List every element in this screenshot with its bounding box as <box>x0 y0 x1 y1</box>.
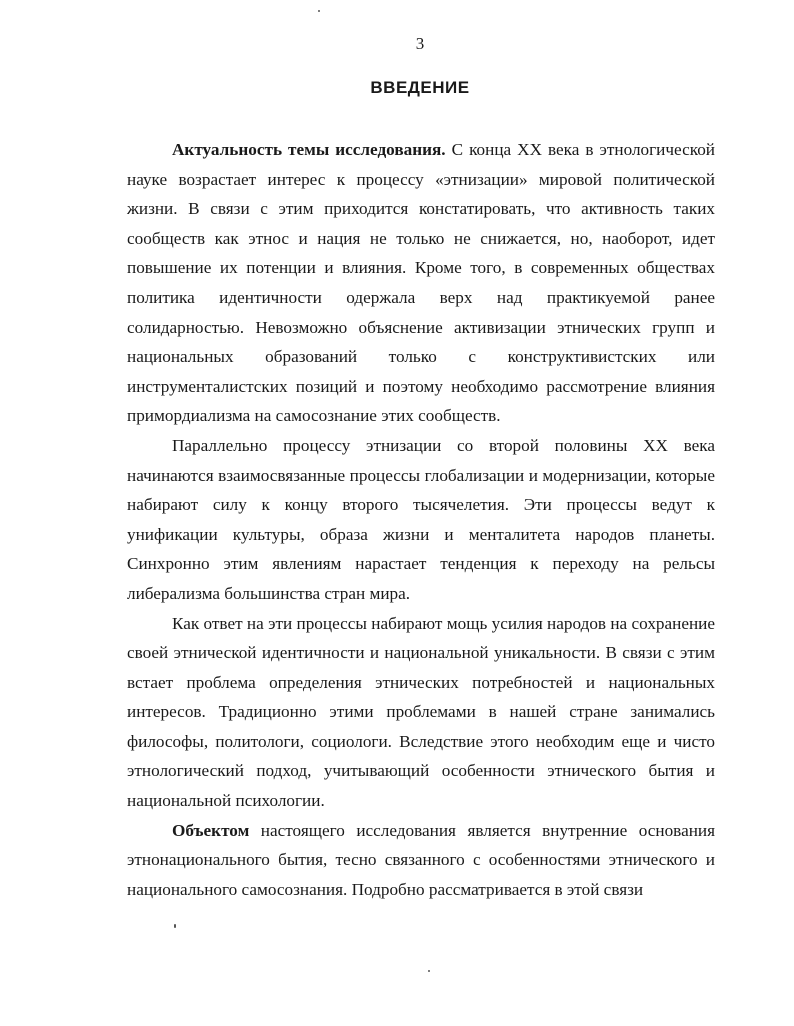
paragraph-text: настоящего исследования является внутренние основания этнонационального бытия, тесно связанного с особенностями этнического и национального самосознания. Подробно рассматривается в этой связи <box>127 820 715 899</box>
paragraph-lead: Объектом <box>172 820 250 840</box>
paragraph-lead: Актуальность темы исследования. <box>172 140 446 159</box>
paragraph-object <box>127 816 715 905</box>
scan-speck <box>428 970 430 972</box>
page-number: 3 <box>415 34 425 53</box>
paragraph-text: С конца XX века в этнологической науке возрастает интерес к процессу «этнизации» мировой политической жизни. В связи с этим приходится констатировать, что активность таких сообществ как этнос и нация не только не снижается, но, наоборот, идет повышение их потенции и влияния. Кроме того, в современных обществах политика идентичности одержала верх над практикуемой ранее солидарностью. Невозможно объяснение активизации этнических групп и национальных образований только с конструктивистских или инструменталистских позиций и поэтому необходимо рассмотрение влияния примордиализма на самосознание этих сообществ. <box>127 140 715 426</box>
section-heading: ВВЕДЕНИЕ <box>370 78 470 97</box>
paragraph-text: Параллельно процессу этнизации со второй половины XX века начинаются взаимосвязанные процессы глобализации и модернизации, которые набирают силу к концу второго тысячелетия. Эти процессы ведут к унификации культуры, образа жизни и менталитета народов планеты. Синхронно этим явлениям нарастает тенденция к переходу на рельсы либерализма большинства стран мира. <box>127 435 715 603</box>
paragraph-text: Как ответ на эти процессы набирают мощь усилия народов на сохранение своей этнической идентичности и национальной уникальности. В связи с этим встает проблема определения этнических потребностей и национальных интересов. Традиционно этими проблемами в нашей стране занимались философы, политологи, социологи. Вследствие этого необходим еще и чисто этнологический подход, учитывающий особенности этнического бытия и национальной психологии. <box>127 613 715 811</box>
scan-speck <box>174 924 176 928</box>
paragraph-response <box>127 609 715 816</box>
scan-speck <box>318 10 320 12</box>
body-text <box>127 135 715 904</box>
paragraph-ethnization <box>127 431 715 609</box>
paragraph-relevance <box>127 135 715 431</box>
